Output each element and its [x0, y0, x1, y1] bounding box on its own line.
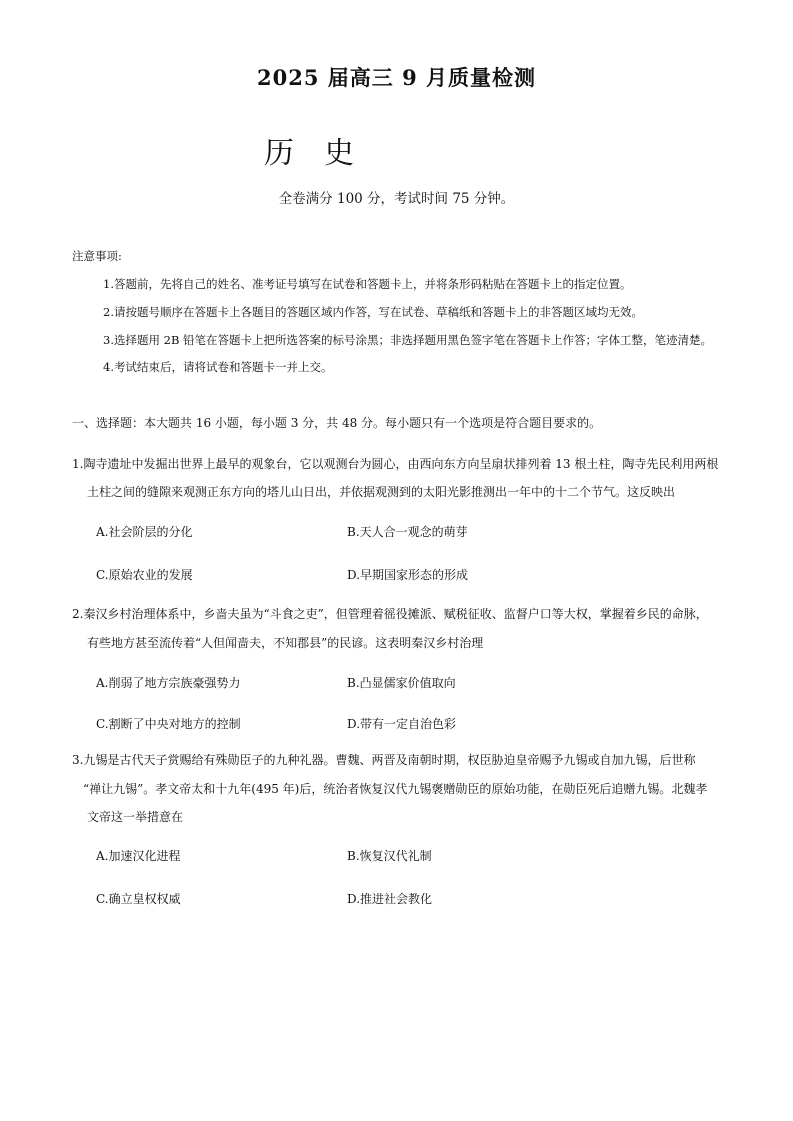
- question-2-line-1: 2.秦汉乡村治理体系中，乡啬夫虽为“斗食之吏”，但管理着徭役摊派、赋税征收、监督户口等大权，掌握着乡民的命脉，: [72, 607, 708, 621]
- score-info: 全卷满分 100 分，考试时间 75 分钟。: [278, 191, 515, 207]
- question-2-option-b: B.凸显儒家价值取向: [347, 676, 456, 690]
- question-3-line-2: “禅让九锡”。孝文帝太和十九年(495 年)后，统治者恢复汉代九锡褒赠勋臣的原始功能，在勋臣死后追赠九锡。北魏孝: [83, 782, 708, 796]
- question-3-line-1: 3.九锡是古代天子赏赐给有殊勋臣子的九种礼器。曹魏、两晋及南朝时期，权臣胁迫皇帝赐予九锡或自加九锡，后世称: [72, 753, 696, 767]
- question-2-line-2: 有些地方甚至流传着“人但闻啬夫，不知郡县”的民谚。这表明秦汉乡村治理: [87, 636, 484, 650]
- question-3-option-a: A.加速汉化进程: [96, 849, 181, 863]
- notice-item-3: 3.选择题用 2B 铅笔在答题卡上把所选答案的标号涂黑；非选择题用黑色签字笔在答题卡上作答；字体工整，笔迹清楚。: [103, 333, 713, 347]
- notice-heading: 注意事项:: [72, 249, 122, 263]
- question-3-line-3: 文帝这一举措意在: [87, 810, 184, 824]
- question-3-option-b: B.恢复汉代礼制: [347, 849, 432, 863]
- exam-title: 2025 届高三 9 月质量检测: [257, 65, 536, 90]
- question-2-option-a: A.削弱了地方宗族豪强势力: [96, 676, 241, 690]
- section-heading: 一、选择题：本大题共 16 小题，每小题 3 分，共 48 分。每小题只有一个选项是符合题目要求的。: [72, 416, 602, 430]
- notice-item-1: 1.答题前，先将自己的姓名、准考证号填写在试卷和答题卡上，并将条形码粘贴在答题卡上的指定位置。: [103, 277, 632, 291]
- question-2-option-d: D.带有一定自治色彩: [347, 717, 457, 731]
- question-1-line-1: 1.陶寺遗址中发掘出世界上最早的观象台，它以观测台为圆心，由西向东方向呈扇状排列着 13 根土柱，陶寺先民利用两根: [72, 457, 719, 471]
- notice-item-2: 2.请按题号顺序在答题卡上各题目的答题区域内作答，写在试卷、草稿纸和答题卡上的非答题区域均无效。: [103, 305, 643, 319]
- subject-title: 历史: [264, 136, 384, 171]
- question-1-option-b: B.天人合一观念的萌芽: [347, 525, 468, 539]
- question-1-option-d: D.早期国家形态的形成: [347, 568, 469, 582]
- question-3-option-c: C.确立皇权权威: [96, 892, 181, 906]
- question-1-option-a: A.社会阶层的分化: [96, 525, 193, 539]
- question-3-option-d: D.推进社会教化: [347, 892, 433, 906]
- question-2-option-c: C.割断了中央对地方的控制: [96, 717, 241, 731]
- notice-item-4: 4.考试结束后，请将试卷和答题卡一并上交。: [103, 360, 333, 374]
- question-1-line-2: 土柱之间的缝隙来观测正东方向的塔儿山日出，并依据观测到的太阳光影推测出一年中的十二个节气。这反映出: [87, 485, 676, 499]
- question-1-option-c: C.原始农业的发展: [96, 568, 193, 582]
